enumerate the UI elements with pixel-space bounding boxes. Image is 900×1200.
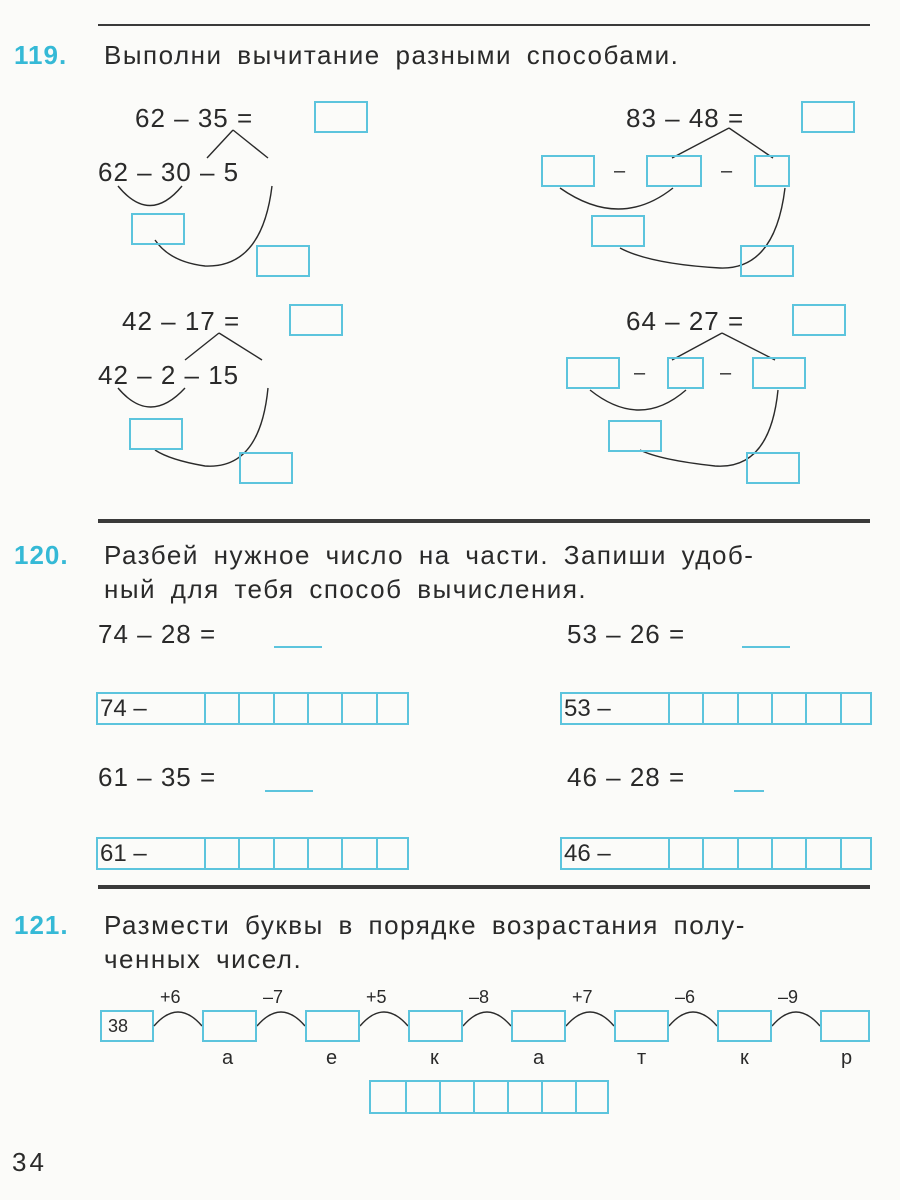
exercise-121-number: 121.	[14, 910, 69, 940]
ex119-d-part2-box[interactable]	[667, 357, 704, 389]
exercise-119-number: 119.	[14, 40, 68, 70]
ex119-b-part2-box[interactable]	[646, 155, 702, 187]
ex119-c-step1-box[interactable]	[129, 418, 183, 450]
answer-cell[interactable]	[541, 1082, 575, 1112]
chain-letter: е	[326, 1047, 338, 1069]
exercise-121-text-line2: ченных чисел.	[104, 944, 303, 974]
chain-answer-box[interactable]	[820, 1010, 870, 1042]
ex120-answer-line[interactable]	[274, 646, 322, 648]
ex119-a-result-box[interactable]	[256, 245, 310, 277]
chain-letter: а	[533, 1047, 545, 1069]
exercise-120-text-line2: ный для тебя способ вычисления.	[104, 574, 588, 604]
ex119-b-part1-box[interactable]	[541, 155, 595, 187]
exercise-119-text: Выполни вычитание разными способами.	[104, 40, 680, 70]
ex120-work-strip[interactable]	[560, 837, 872, 870]
ex119-b-minus-sign: –	[614, 160, 626, 182]
ex119-a-expression: 62 – 35 =	[135, 103, 254, 133]
ex119-c-expression: 42 – 17 =	[122, 306, 241, 336]
ex119-d-part3-box[interactable]	[752, 357, 806, 389]
answer-cell[interactable]	[439, 1082, 473, 1112]
chain-letter: к	[430, 1047, 439, 1069]
ex120-expression: 46 – 28 =	[567, 762, 686, 792]
ex119-c-result-box[interactable]	[239, 452, 293, 484]
ex119-c-split: 42 – 2 – 15	[98, 360, 240, 390]
chain-answer-box[interactable]	[614, 1010, 669, 1042]
ex119-d-minus-sign: –	[720, 362, 732, 384]
chain-operation-label: +6	[160, 987, 181, 1007]
section-divider	[98, 519, 870, 523]
strip-label: 74 –	[100, 695, 147, 722]
ex120-expression: 74 – 28 =	[98, 619, 217, 649]
chain-answer-box[interactable]	[305, 1010, 360, 1042]
answer-cell[interactable]	[473, 1082, 507, 1112]
ex120-expression: 61 – 35 =	[98, 762, 217, 792]
ex120-expression: 53 – 26 =	[567, 619, 686, 649]
ex119-d-minus-sign: –	[634, 362, 646, 384]
page-number: 34	[12, 1147, 47, 1177]
answer-cell[interactable]	[507, 1082, 541, 1112]
ex120-work-strip[interactable]	[96, 692, 409, 725]
ex119-b-step1-box[interactable]	[591, 215, 645, 247]
ex119-b-minus-sign: –	[721, 160, 733, 182]
chain-answer-box[interactable]	[511, 1010, 566, 1042]
chain-letter: т	[637, 1047, 647, 1069]
section-divider	[98, 885, 870, 889]
ex120-answer-line[interactable]	[742, 646, 790, 648]
chain-start-box: 38	[100, 1010, 154, 1042]
ex120-answer-line[interactable]	[734, 790, 764, 792]
chain-operation-label: +7	[572, 987, 593, 1007]
chain-operation-label: –6	[675, 987, 696, 1007]
ex119-c-answer-box[interactable]	[289, 304, 343, 336]
ex120-work-strip[interactable]	[560, 692, 872, 725]
ex119-b-expression: 83 – 48 =	[626, 103, 745, 133]
ex119-b-part3-box[interactable]	[754, 155, 790, 187]
exercise-120-number: 120.	[14, 540, 69, 570]
ex119-d-answer-box[interactable]	[792, 304, 846, 336]
ex120-work-strip[interactable]	[96, 837, 409, 870]
ex120-answer-line[interactable]	[265, 790, 313, 792]
ex119-d-step1-box[interactable]	[608, 420, 662, 452]
ex119-b-answer-box[interactable]	[801, 101, 855, 133]
chain-letter: р	[841, 1047, 853, 1069]
ex119-a-answer-box[interactable]	[314, 101, 368, 133]
answer-cell[interactable]	[575, 1082, 607, 1112]
ex119-d-part1-box[interactable]	[566, 357, 620, 389]
answer-cell[interactable]	[371, 1082, 405, 1112]
chain-letter: а	[222, 1047, 234, 1069]
ex119-a-split: 62 – 30 – 5	[98, 157, 240, 187]
chain-operation-label: –9	[778, 987, 799, 1007]
strip-label: 53 –	[564, 695, 611, 722]
ex119-d-result-box[interactable]	[746, 452, 800, 484]
exercise-121-text-line1: Размести буквы в порядке возрастания полу-	[104, 910, 746, 940]
ex119-d-expression: 64 – 27 =	[626, 306, 745, 336]
chain-answer-box[interactable]	[408, 1010, 463, 1042]
strip-label: 46 –	[564, 840, 611, 867]
strip-label: 61 –	[100, 840, 147, 867]
chain-answer-box[interactable]	[717, 1010, 772, 1042]
chain-operation-label: –8	[469, 987, 490, 1007]
chain-letter: к	[740, 1047, 749, 1069]
chain-operation-label: –7	[263, 987, 284, 1007]
answer-cell[interactable]	[405, 1082, 439, 1112]
answer-word-strip[interactable]	[369, 1080, 609, 1114]
ex119-b-result-box[interactable]	[740, 245, 794, 277]
chain-answer-box[interactable]	[202, 1010, 257, 1042]
chain-operation-label: +5	[366, 987, 387, 1007]
ex119-a-step1-box[interactable]	[131, 213, 185, 245]
exercise-120-text-line1: Разбей нужное число на части. Запиши удоб-	[104, 540, 755, 570]
